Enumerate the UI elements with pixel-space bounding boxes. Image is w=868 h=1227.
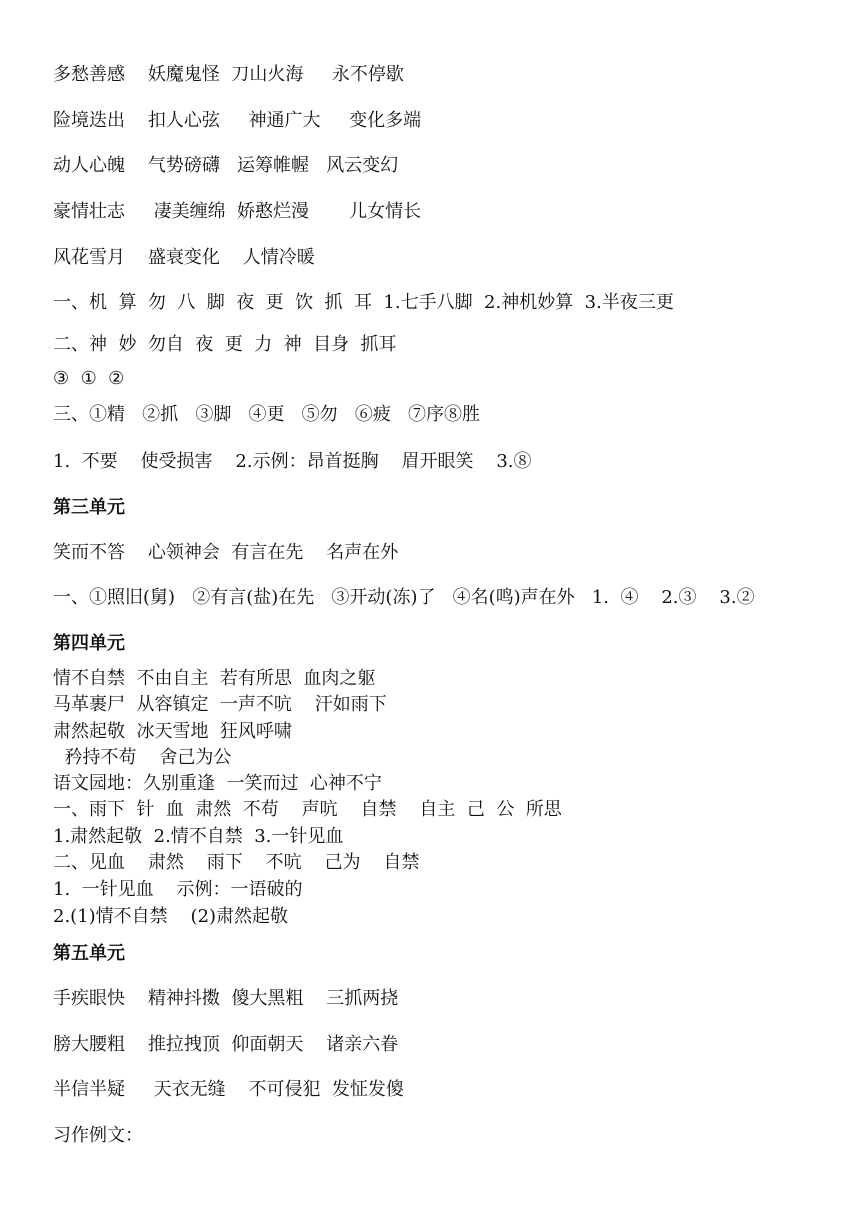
answer-line-4: 三、①精 ②抓 ③脚 ④更 ⑤勿 ⑥疲 ⑦序⑧胜 [53,404,480,425]
unit-5-line-3: 半信半疑 天衣无缝 不可侵犯 发怔发傻 [53,1079,404,1100]
idiom-line-3: 动人心魄 气势磅礴 运筹帷幄 风云变幻 [53,155,399,176]
unit-4-line-9: 1. 一针见血 示例：一语破的 [53,879,303,900]
unit-4-line-1: 情不自禁 不由自主 若有所思 血肉之躯 [53,668,376,689]
unit-4-line-8: 二、见血 肃然 雨下 不吭 己为 自禁 [53,852,420,873]
answer-line-3: ③ ① ② [53,368,125,389]
unit-3-answers: 一、①照旧(舅) ②有言(盐)在先 ③开动(冻)了 ④名(鸣)声在外 1. ④ 2.③ 3.② [53,587,755,608]
unit-5-line-4: 习作例文： [53,1125,143,1146]
idiom-line-2: 险境迭出 扣人心弦 神通广大 变化多端 [53,110,422,131]
answer-line-5: 1. 不要 使受损害 2.示例：昂首挺胸 眉开眼笑 3.⑧ [53,451,532,472]
unit-3-idioms: 笑而不答 心领神会 有言在先 名声在外 [53,542,399,563]
section-heading-unit-3: 第三单元 [53,497,125,518]
answer-line-2: 二、神 妙 勿自 夜 更 力 神 目身 抓耳 [53,334,397,355]
idiom-line-4: 豪情壮志 凄美缠绵 娇憨烂漫 儿女情长 [53,201,422,222]
unit-5-line-2: 膀大腰粗 推拉拽顶 仰面朝天 诸亲六眷 [53,1034,399,1055]
idiom-line-1: 多愁善感 妖魔鬼怪 刀山火海 永不停歇 [53,64,404,85]
answer-line-1: 一、机 算 勿 八 脚 夜 更 饮 抓 耳 1.七手八脚 2.神机妙算 3.半夜三更 [53,292,674,313]
idiom-line-5: 风花雪月 盛衰变化 人情冷暖 [53,247,315,268]
unit-4-line-5: 语文园地：久别重逢 一笑而过 心神不宁 [53,773,382,794]
unit-5-line-1: 手疾眼快 精神抖擞 傻大黑粗 三抓两挠 [53,988,399,1009]
unit-4-line-2: 马革裹尸 从容镇定 一声不吭 汗如雨下 [53,694,387,715]
unit-4-line-3: 肃然起敬 冰天雪地 狂风呼啸 [53,721,292,742]
section-heading-unit-5: 第五单元 [53,943,125,964]
unit-4-line-10: 2.(1)情不自禁 (2)肃然起敬 [53,906,289,927]
unit-4-line-4: 矜持不苟 舍己为公 [53,747,232,768]
unit-4-line-6: 一、雨下 针 血 肃然 不苟 声吭 自禁 自主 己 公 所思 [53,799,562,820]
section-heading-unit-4: 第四单元 [53,633,125,654]
unit-4-line-7: 1.肃然起敬 2.情不自禁 3.一针见血 [53,826,344,847]
